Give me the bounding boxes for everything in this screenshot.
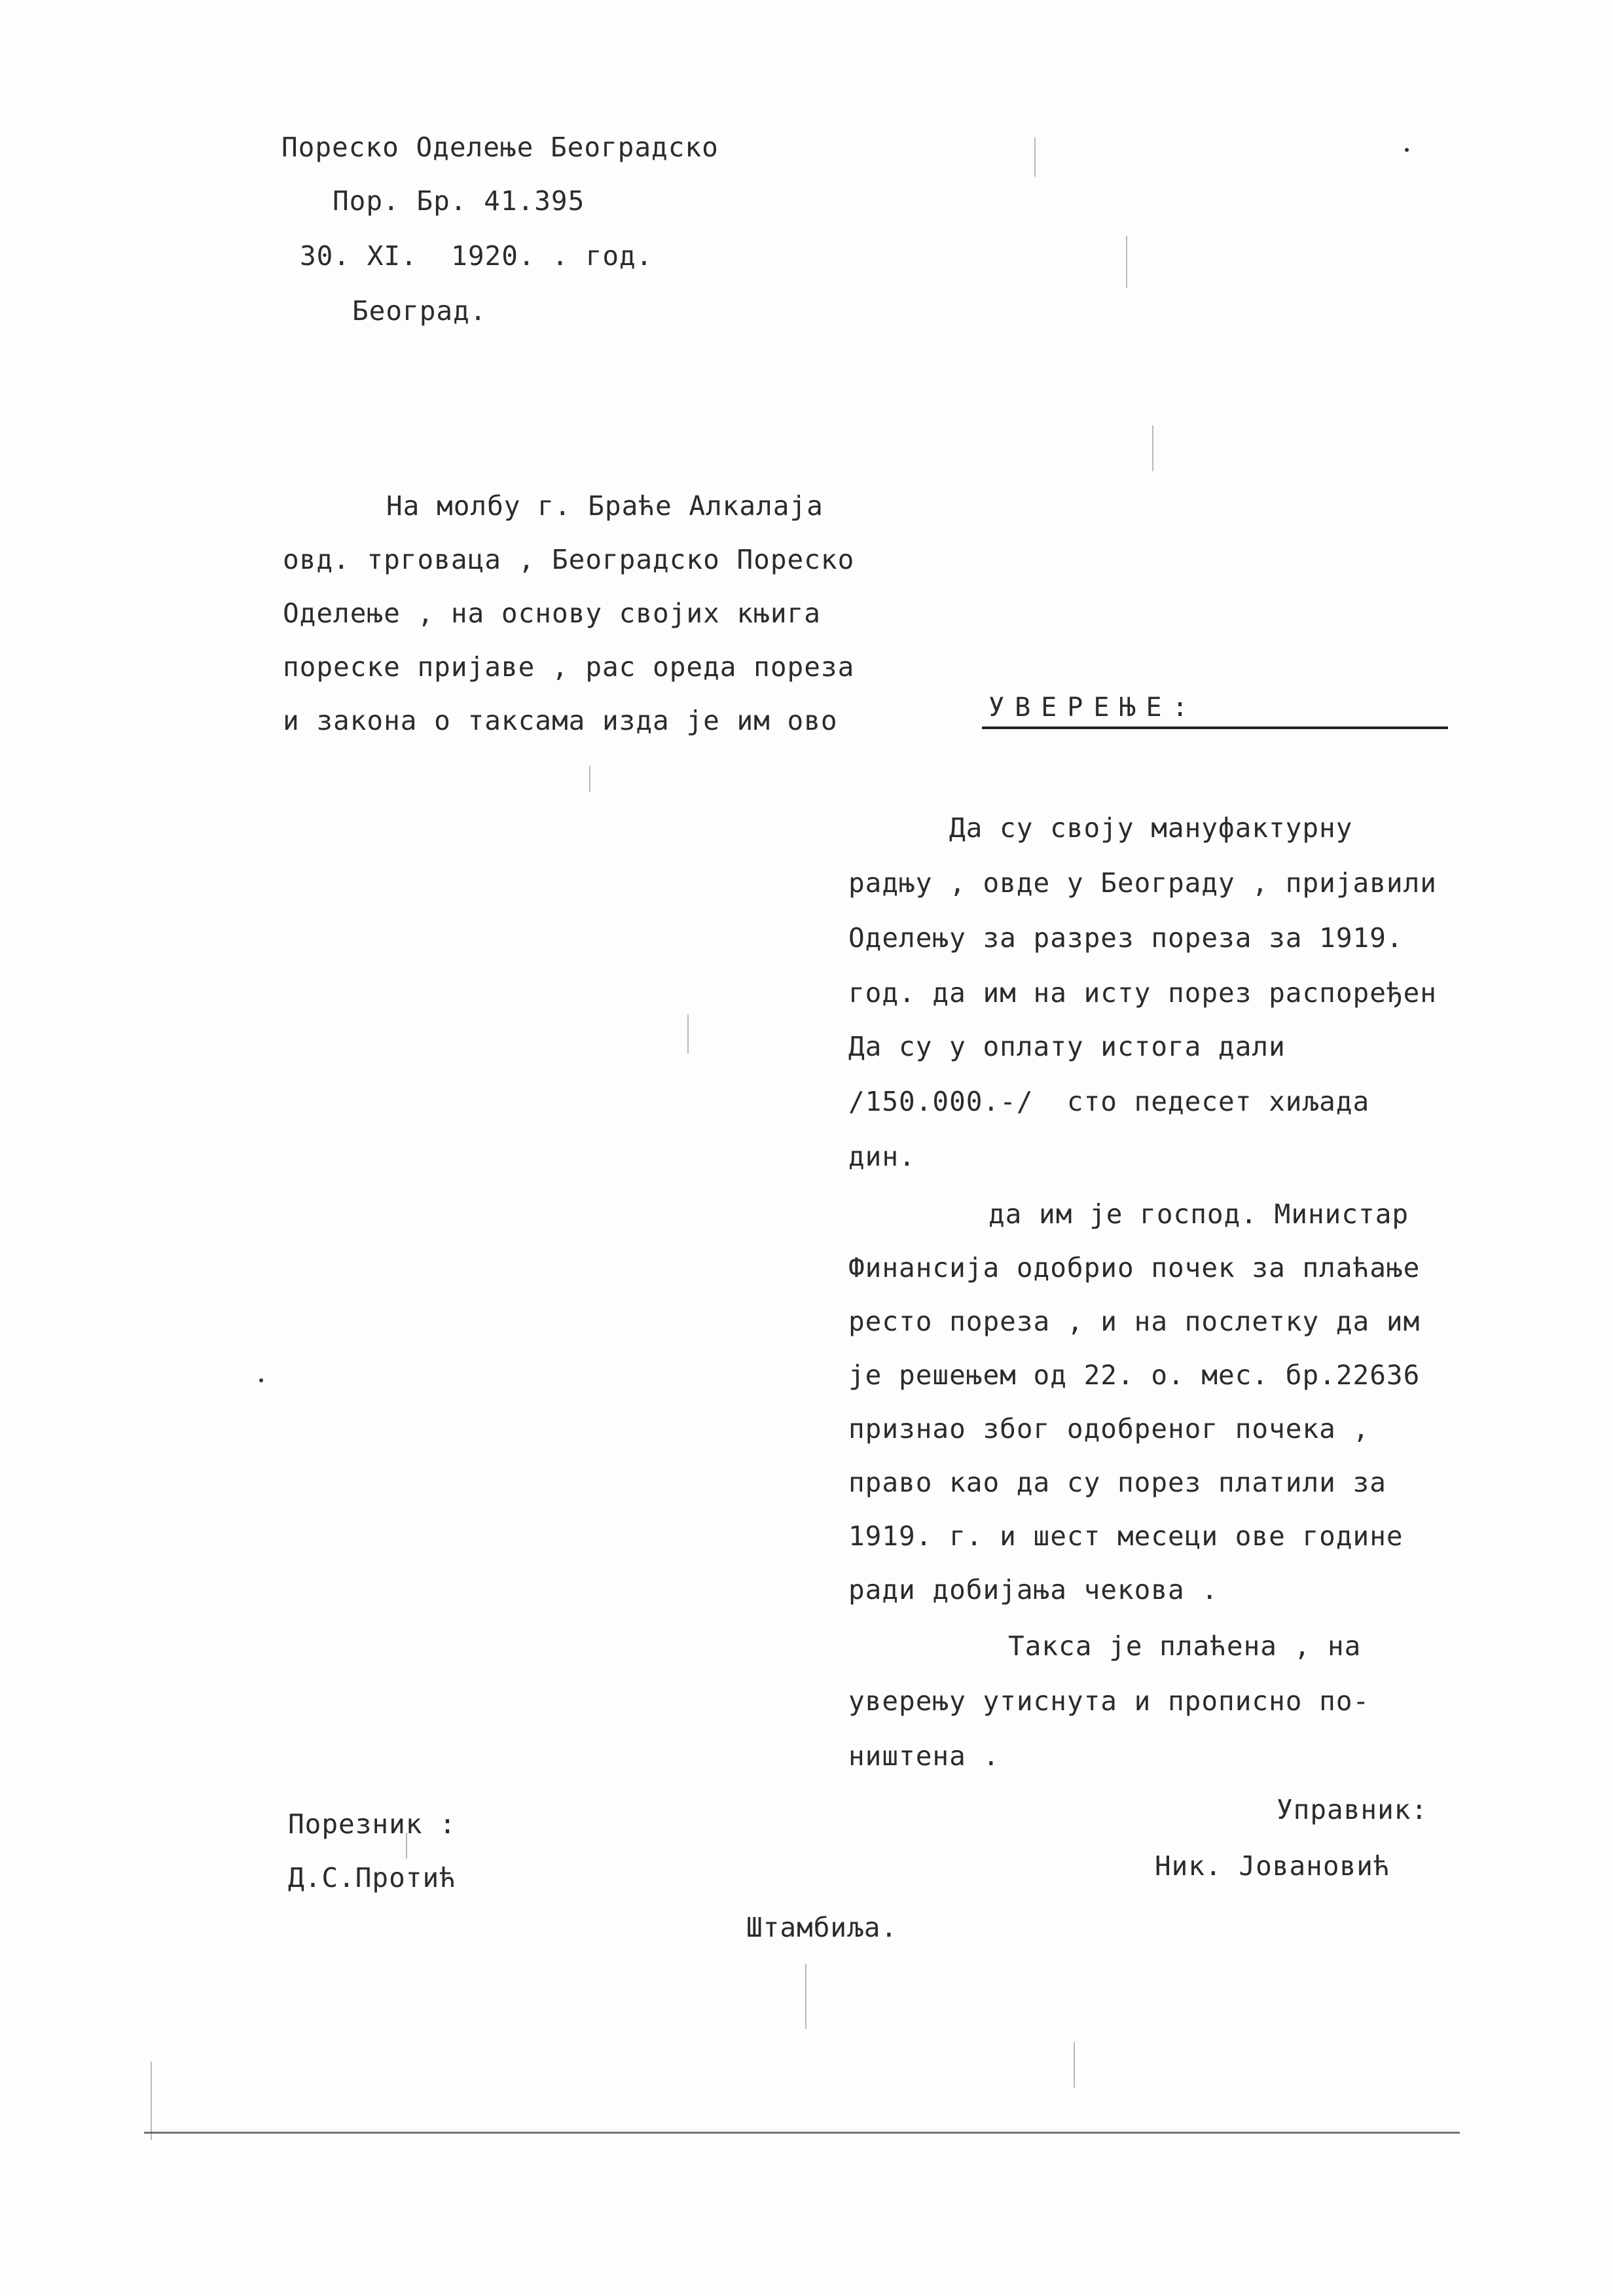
intro-line: пореске пријаве , рас ореда пореза: [283, 651, 855, 683]
body-line: ништена .: [848, 1740, 1000, 1772]
body-line: уверењу утиснута и прописно по-: [848, 1685, 1370, 1717]
scan-mark: [589, 766, 590, 792]
tax-officer-role: Порезник :: [288, 1808, 456, 1840]
body-line: год. да им на исту порез распоређен: [848, 977, 1437, 1009]
director-role: Управник:: [1277, 1794, 1428, 1825]
body-line: признао због одобреног почека ,: [848, 1413, 1370, 1444]
body-line: ресто пореза , и на послетку да им: [848, 1306, 1421, 1337]
document-city: Београд.: [352, 295, 487, 327]
body-line: је решењем од 22. о. мес. бр.22636: [848, 1359, 1421, 1391]
scan-mark: [805, 1964, 806, 2029]
body-line: Оделењу за разрез пореза за 1919.: [848, 922, 1404, 954]
body-line: радњу , овде у Београду , пријавили: [848, 867, 1437, 899]
body-line: ради добијања чекова .: [848, 1574, 1219, 1605]
body-line: Да су у оплату истога дали: [848, 1031, 1286, 1062]
body-line: Да су своју мануфактурну: [949, 812, 1353, 844]
scan-mark: [1126, 236, 1127, 288]
document-number: Пор. Бр. 41.395: [333, 185, 585, 217]
director-name: Ник. Јовановић: [1155, 1850, 1390, 1882]
body-line: Финансија одобрио почек за плаћање: [848, 1252, 1421, 1283]
scan-mark: [1074, 2042, 1075, 2088]
body-line: да им је господ. Министар: [988, 1198, 1409, 1230]
certificate-title: УВЕРЕЊЕ:: [988, 692, 1199, 723]
body-line: Такса је плаћена , на: [1008, 1630, 1362, 1662]
scan-mark: [687, 1014, 689, 1054]
body-line: /150.000.-/ сто педесет хиљада: [848, 1086, 1370, 1117]
tax-officer-name: Д.С.Протић: [288, 1862, 456, 1893]
intro-line: На молбу г. Браће Алкалаја: [386, 490, 824, 522]
body-line: 1919. г. и шест месеци ове године: [848, 1520, 1404, 1552]
intro-line: Оделење , на основу својих књига: [283, 598, 821, 629]
scan-mark: [1152, 425, 1153, 471]
office-name: Пореско Оделење Београдско: [281, 132, 719, 163]
stamp-label: Штамбиља.: [746, 1912, 898, 1943]
document-date: 30. XI. 1920. . год.: [300, 240, 653, 272]
intro-line: и закона о таксама изда је им ово: [283, 705, 838, 736]
ink-speck: [259, 1378, 263, 1382]
ink-speck: [1405, 148, 1409, 152]
scan-mark: [151, 2062, 152, 2140]
scan-mark: [1034, 137, 1036, 177]
title-underline: [982, 726, 1448, 729]
intro-line: овд. трговаца , Београдско Пореско: [283, 544, 855, 575]
body-line: дин.: [848, 1141, 916, 1172]
bottom-rule: [144, 2132, 1460, 2134]
body-line: право као да су порез платили за: [848, 1467, 1386, 1498]
